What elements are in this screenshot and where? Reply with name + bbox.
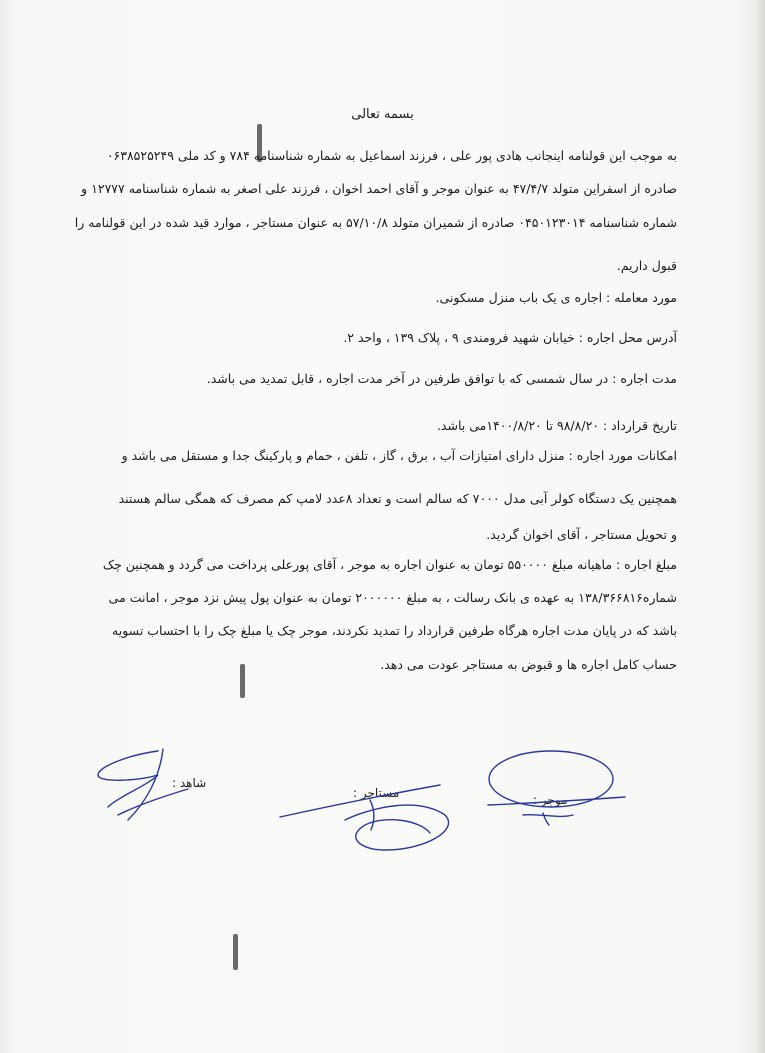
landlord-signature [483, 745, 633, 825]
body-line-11: و تحویل مستاجر ، آقای اخوان گردید. [486, 527, 677, 542]
tenant-signature [275, 775, 465, 855]
witness-label: شاهد : [172, 776, 207, 790]
landlord-label: موجر : [533, 793, 568, 807]
body-line-12: مبلغ اجاره : ماهیانه مبلغ ۵۵۰۰۰۰ تومان به عنوان اجاره به موجر ، آقای پورعلی پرداخت می گردد و همچنین چک [102, 557, 677, 572]
body-line-9: امکانات مورد اجاره : منزل دارای امتیازات آب ، برق ، گاز ، تلفن ، حمام و پارکینگ جدا و مستقل می باشد و [121, 448, 677, 463]
body-line-1: به موجب این قولنامه اینجانب هادی پور علی ، فرزند اسماعیل به شماره شناسنامه ۷۸۴ و کد ملی ۰۶۳۸۵۲۵۲۴۹ [106, 148, 677, 163]
body-line-13: شماره۱۳۸/۳۶۶۸۱۶ به عهده ی بانک رسالت ، به مبلغ ۲۰۰۰۰۰۰ تومان به عنوان پول پیش نزد موجر ، امانت می [108, 590, 677, 605]
tenant-label: مستاجر : [353, 786, 400, 800]
body-line-10: همچنین یک دستگاه کولر آبی مدل ۷۰۰۰ که سالم است و تعداد ۸عدد لامپ کم مصرف که همگی سالم هستند [118, 491, 677, 506]
page-edge-shadow [755, 0, 765, 1053]
body-line-2: صادره از اسفراین متولد ۴۷/۴/۷ به عنوان موجر و آقای احمد اخوان ، فرزند علی اصغر به شماره شناسنامه ۱۲۷۷۷ و [81, 181, 677, 196]
body-line-3: شماره شناسنامه ۰۴۵۰۱۲۳۰۱۴ صادره از شمیران متولد ۵۷/۱۰/۸ به عنوان مستاجر ، موارد قید شده در این قولنامه را [74, 215, 677, 230]
body-line-15: حساب کامل اجاره ها و قبوض به مستاجر عودت می دهد. [380, 657, 677, 672]
body-line-5: مورد معامله : اجاره ی یک باب منزل مسکونی. [435, 290, 677, 305]
witness-signature [88, 745, 198, 825]
body-line-8: تاریخ قرارداد : ۹۸/۸/۲۰ تا ۱۴۰۰/۸/۲۰می باشد. [436, 418, 677, 433]
body-line-14: باشد که در پایان مدت اجاره هرگاه طرفین قرارداد را تمدید نکردند، موجر چک یا مبلغ چک را با احتساب تسویه [112, 623, 677, 638]
body-line-6: آدرس محل اجاره : خیابان شهید فرومندی ۹ ، پلاک ۱۳۹ ، واحد ۲. [343, 330, 677, 345]
punch-hole-middle [240, 664, 245, 698]
document-title: بسمه تعالی [351, 107, 414, 122]
body-line-7: مدت اجاره : در سال شمسی که با توافق طرفین در آخر مدت اجاره ، قابل تمدید می باشد. [206, 371, 677, 386]
punch-hole-bottom [233, 934, 238, 970]
body-line-4: قبول داریم. [616, 258, 677, 273]
